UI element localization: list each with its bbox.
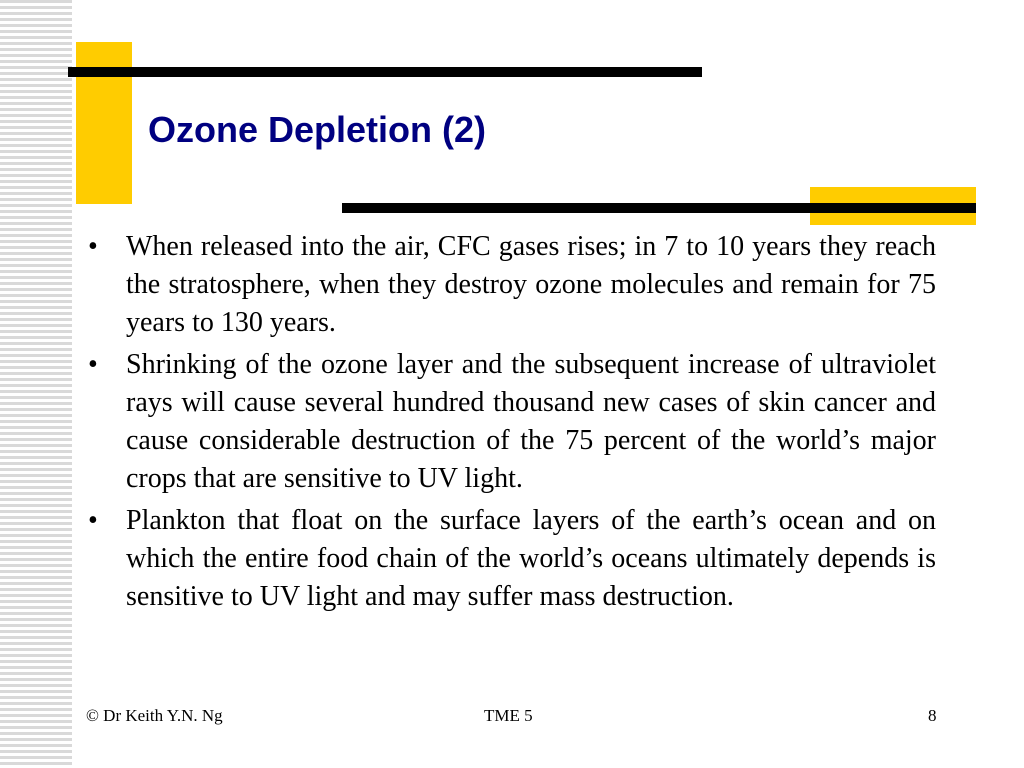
bullet-text: When released into the air, CFC gases rises; in 7 to 10 years they reach the stratosphere, when they destroy ozone molecules and remain for 75 years to 130 years.	[126, 231, 936, 338]
slide-body	[88, 228, 936, 620]
footer-copyright: © Dr Keith Y.N. Ng	[86, 706, 223, 725]
footer-course: TME 5	[484, 706, 533, 725]
bullet-item	[88, 346, 936, 498]
bottom-rule-line	[342, 203, 976, 213]
bullet-marker: •	[88, 231, 98, 262]
footer-page-number: 8	[928, 706, 937, 725]
bullet-text: Shrinking of the ozone layer and the subsequent increase of ultraviolet rays will cause several hundred thousand new cases of skin cancer and cause considerable destruction of the 75 percent of the world’s major crops that are sensitive to UV light.	[126, 349, 936, 494]
bullet-text: Plankton that float on the surface layers of the earth’s ocean and on which the entire food chain of the world’s oceans ultimately depends is sensitive to UV light and may suffer mass destruction.	[126, 505, 936, 612]
striped-margin-decoration	[0, 0, 72, 768]
bullet-list	[88, 228, 936, 616]
slide-title: Ozone Depletion (2)	[148, 109, 487, 150]
bullet-marker: •	[88, 505, 98, 536]
top-rule-line	[68, 67, 702, 77]
bullet-item	[88, 502, 936, 616]
bullet-item	[88, 228, 936, 342]
bullet-marker: •	[88, 349, 98, 380]
